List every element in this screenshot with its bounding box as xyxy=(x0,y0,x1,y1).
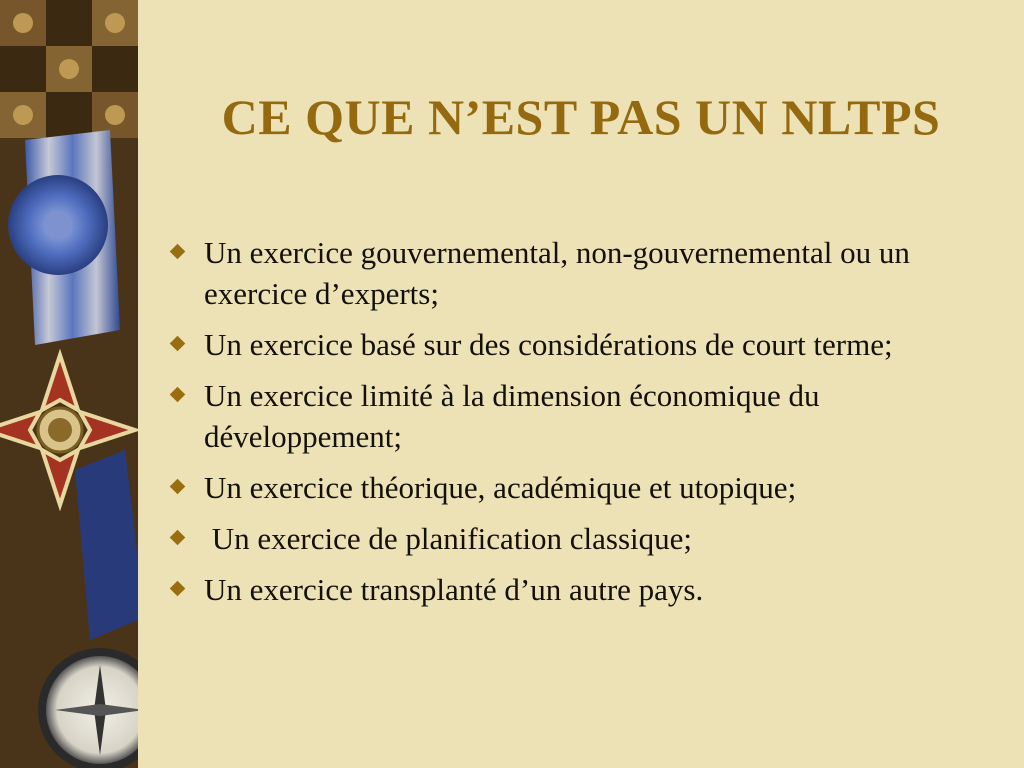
slide-content xyxy=(138,0,1024,768)
diamond-bullet-icon xyxy=(170,387,186,403)
list-item xyxy=(162,375,1002,457)
list-item-text: Un exercice basé sur des considérations de court terme; xyxy=(204,327,893,362)
list-item-text: Un exercice limité à la dimension économique du développement; xyxy=(204,378,820,454)
bullet-list xyxy=(162,232,1002,620)
list-item-text: Un exercice théorique, académique et utopique; xyxy=(204,470,797,505)
list-item-text: Un exercice transplanté d’un autre pays. xyxy=(204,572,704,607)
list-item xyxy=(162,467,1002,508)
list-item xyxy=(162,232,1002,314)
diamond-bullet-icon xyxy=(170,479,186,495)
list-item-text: Un exercice de planification classique; xyxy=(204,521,693,556)
diamond-bullet-icon xyxy=(170,530,186,546)
diamond-bullet-icon xyxy=(170,581,186,597)
diamond-bullet-icon xyxy=(170,336,186,352)
list-item xyxy=(162,324,1002,365)
list-item xyxy=(162,569,1002,610)
medals-compass-photo xyxy=(0,0,138,768)
list-item xyxy=(162,518,1002,559)
list-item-text: Un exercice gouvernemental, non-gouvernemental ou un exercice d’experts; xyxy=(204,235,910,311)
diamond-bullet-icon xyxy=(170,244,186,260)
decorative-medals-image xyxy=(0,0,138,768)
slide-title: CE QUE N’EST PAS UN NLTPS xyxy=(221,89,941,145)
